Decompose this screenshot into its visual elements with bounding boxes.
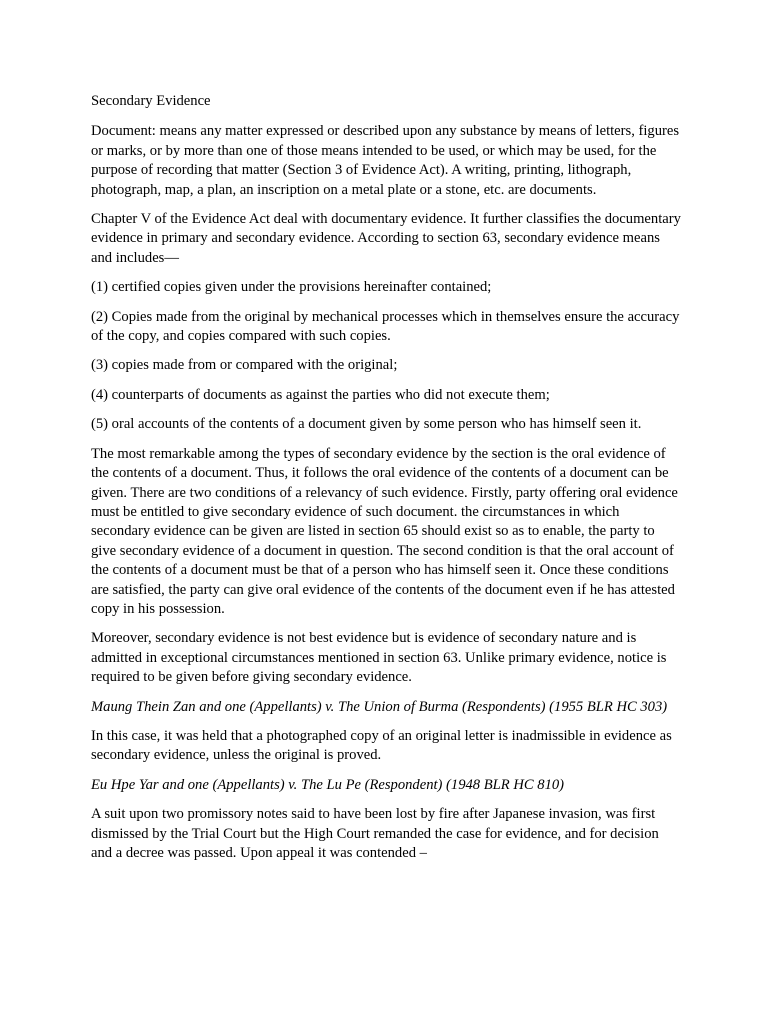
list-item-2: (2) Copies made from the original by mechanical processes which in themselves ensure the accuracy of the copy, and copies compared with such copies. bbox=[91, 308, 680, 345]
list-item-5: (5) oral accounts of the contents of a document given by some person who has himself seen it. bbox=[91, 416, 642, 433]
paragraph-case-holding-2: A suit upon two promissory notes said to have been lost by fire after Japanese invasion, was first dismissed by the Trial Court but the High Court remanded the case for evidence, and for decision and a decree was passed. Upon appeal it was contended – bbox=[91, 806, 659, 861]
document-title: Secondary Evidence bbox=[91, 93, 211, 109]
list-item-3: (3) copies made from or compared with the original; bbox=[91, 357, 398, 374]
list-item-4: (4) counterparts of documents as against the parties who did not execute them; bbox=[91, 386, 550, 403]
paragraph-chapter-v: Chapter V of the Evidence Act deal with documentary evidence. It further classifies the documentary evidence in primary and secondary evidence. According to section 63, secondary evidence means and includes— bbox=[91, 211, 681, 266]
case-citation-maung-thein-zan: Maung Thein Zan and one (Appellants) v. The Union of Burma (Respondents) (1955 BLR HC 303) bbox=[91, 698, 668, 715]
list-item-1: (1) certified copies given under the provisions hereinafter contained; bbox=[91, 279, 492, 296]
case-citation-eu-hpe-yar: Eu Hpe Yar and one (Appellants) v. The Lu Pe (Respondent) (1948 BLR HC 810) bbox=[91, 776, 565, 793]
paragraph-case-holding-1: In this case, it was held that a photographed copy of an original letter is inadmissible in evidence as secondary evidence, unless the original is proved. bbox=[91, 727, 672, 764]
paragraph-secondary-nature: Moreover, secondary evidence is not best evidence but is evidence of secondary nature and is admitted in exceptional circumstances mentioned in section 63. Unlike primary evidence, notice is required to be given before giving secondary evidence. bbox=[91, 630, 667, 686]
document-page bbox=[91, 92, 681, 873]
paragraph-oral-evidence: The most remarkable among the types of secondary evidence by the section is the oral evidence of the contents of a document. Thus, it follows the oral evidence of the contents of a document can be given. There are two conditions of a relevancy of such evidence. Firstly, party offering oral evidence must be entitled to give secondary evidence of such document. the circumstances in which secondary evidence can be given are listed in section 65 should exist so as to enable, the party to give secondary evidence of a document in question. The second condition is that the oral account of the contents of a document must be that of a person who has himself seen it. Once these conditions are satisfied, the party can give oral evidence of the contents of the document even if he has attested copy in his possession. bbox=[91, 445, 678, 617]
paragraph-document-definition: Document: means any matter expressed or described upon any substance by means of letters, figures or marks, or by more than one of those means intended to be used, or which may be used, for the purpose of recording that matter (Section 3 of Evidence Act). A writing, printing, lithograph, photograph, map, a plan, an inscription on a metal plate or a stone, etc. are documents. bbox=[91, 123, 680, 198]
